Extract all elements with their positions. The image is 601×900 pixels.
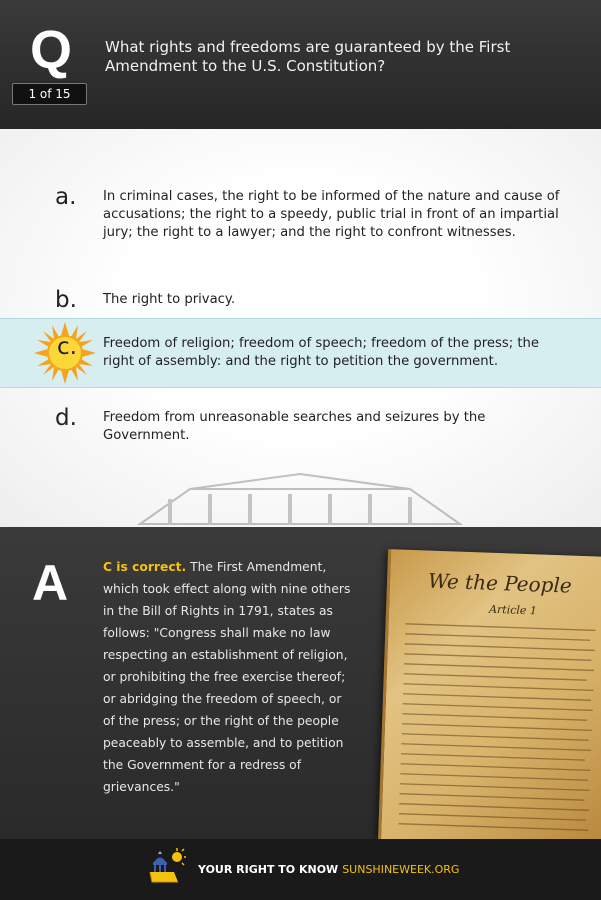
answer-options xyxy=(0,129,601,527)
question-text: What rights and freedoms are guaranteed by the First Amendment to the U.S. Constitution? xyxy=(105,38,511,75)
footer xyxy=(0,839,601,900)
answer-letter: A xyxy=(31,555,69,611)
option-letter: d. xyxy=(55,405,77,431)
question-header xyxy=(0,0,601,129)
capitol-sun-icon xyxy=(148,848,186,886)
sunshineweek-link[interactable]: SUNSHINEWEEK.ORG xyxy=(342,863,460,876)
answer-text xyxy=(103,556,353,798)
option-letter: c. xyxy=(57,334,77,360)
document-script-lines xyxy=(393,618,600,835)
answer-explanation: The First Amendment, which took effect along with nine others in the Bill of Rights in 1791, states as follows: "Congress shall make no law respecting an establishment of religion, or prohibiting the free exercise thereof; or abridging the freedom of speech, or of the press; or the right of the people peaceably to assemble, and to petition the Government for a redress of grievances." xyxy=(103,560,351,794)
option-text: Freedom from unreasonable searches and seizures by the Government. xyxy=(103,410,486,443)
option-text: The right to privacy. xyxy=(103,292,236,307)
option-c-selected[interactable] xyxy=(0,318,601,388)
question-letter: Q xyxy=(30,20,73,80)
option-text: Freedom of religion; freedom of speech; freedom of the press; the right of assembly: and the right to petition the government. xyxy=(103,336,539,369)
answer-panel xyxy=(0,527,601,839)
correct-label: C is correct. xyxy=(103,560,187,574)
question-counter: 1 of 15 xyxy=(12,83,87,105)
option-text: In criminal cases, the right to be informed of the nature and cause of accusations; the right to a speedy, public trial in front of an impartial jury; the right to a lawyer; and the right to confront witnesses. xyxy=(103,189,560,240)
option-letter: a. xyxy=(55,184,77,210)
document-title: We the People xyxy=(427,568,573,598)
footer-text xyxy=(198,863,459,876)
footer-tagline: YOUR RIGHT TO KNOW xyxy=(198,863,339,876)
option-letter: b. xyxy=(55,287,77,313)
building-sketch-image xyxy=(130,469,470,527)
constitution-document-image xyxy=(378,549,601,839)
document-subtitle: Article 1 xyxy=(488,602,538,618)
